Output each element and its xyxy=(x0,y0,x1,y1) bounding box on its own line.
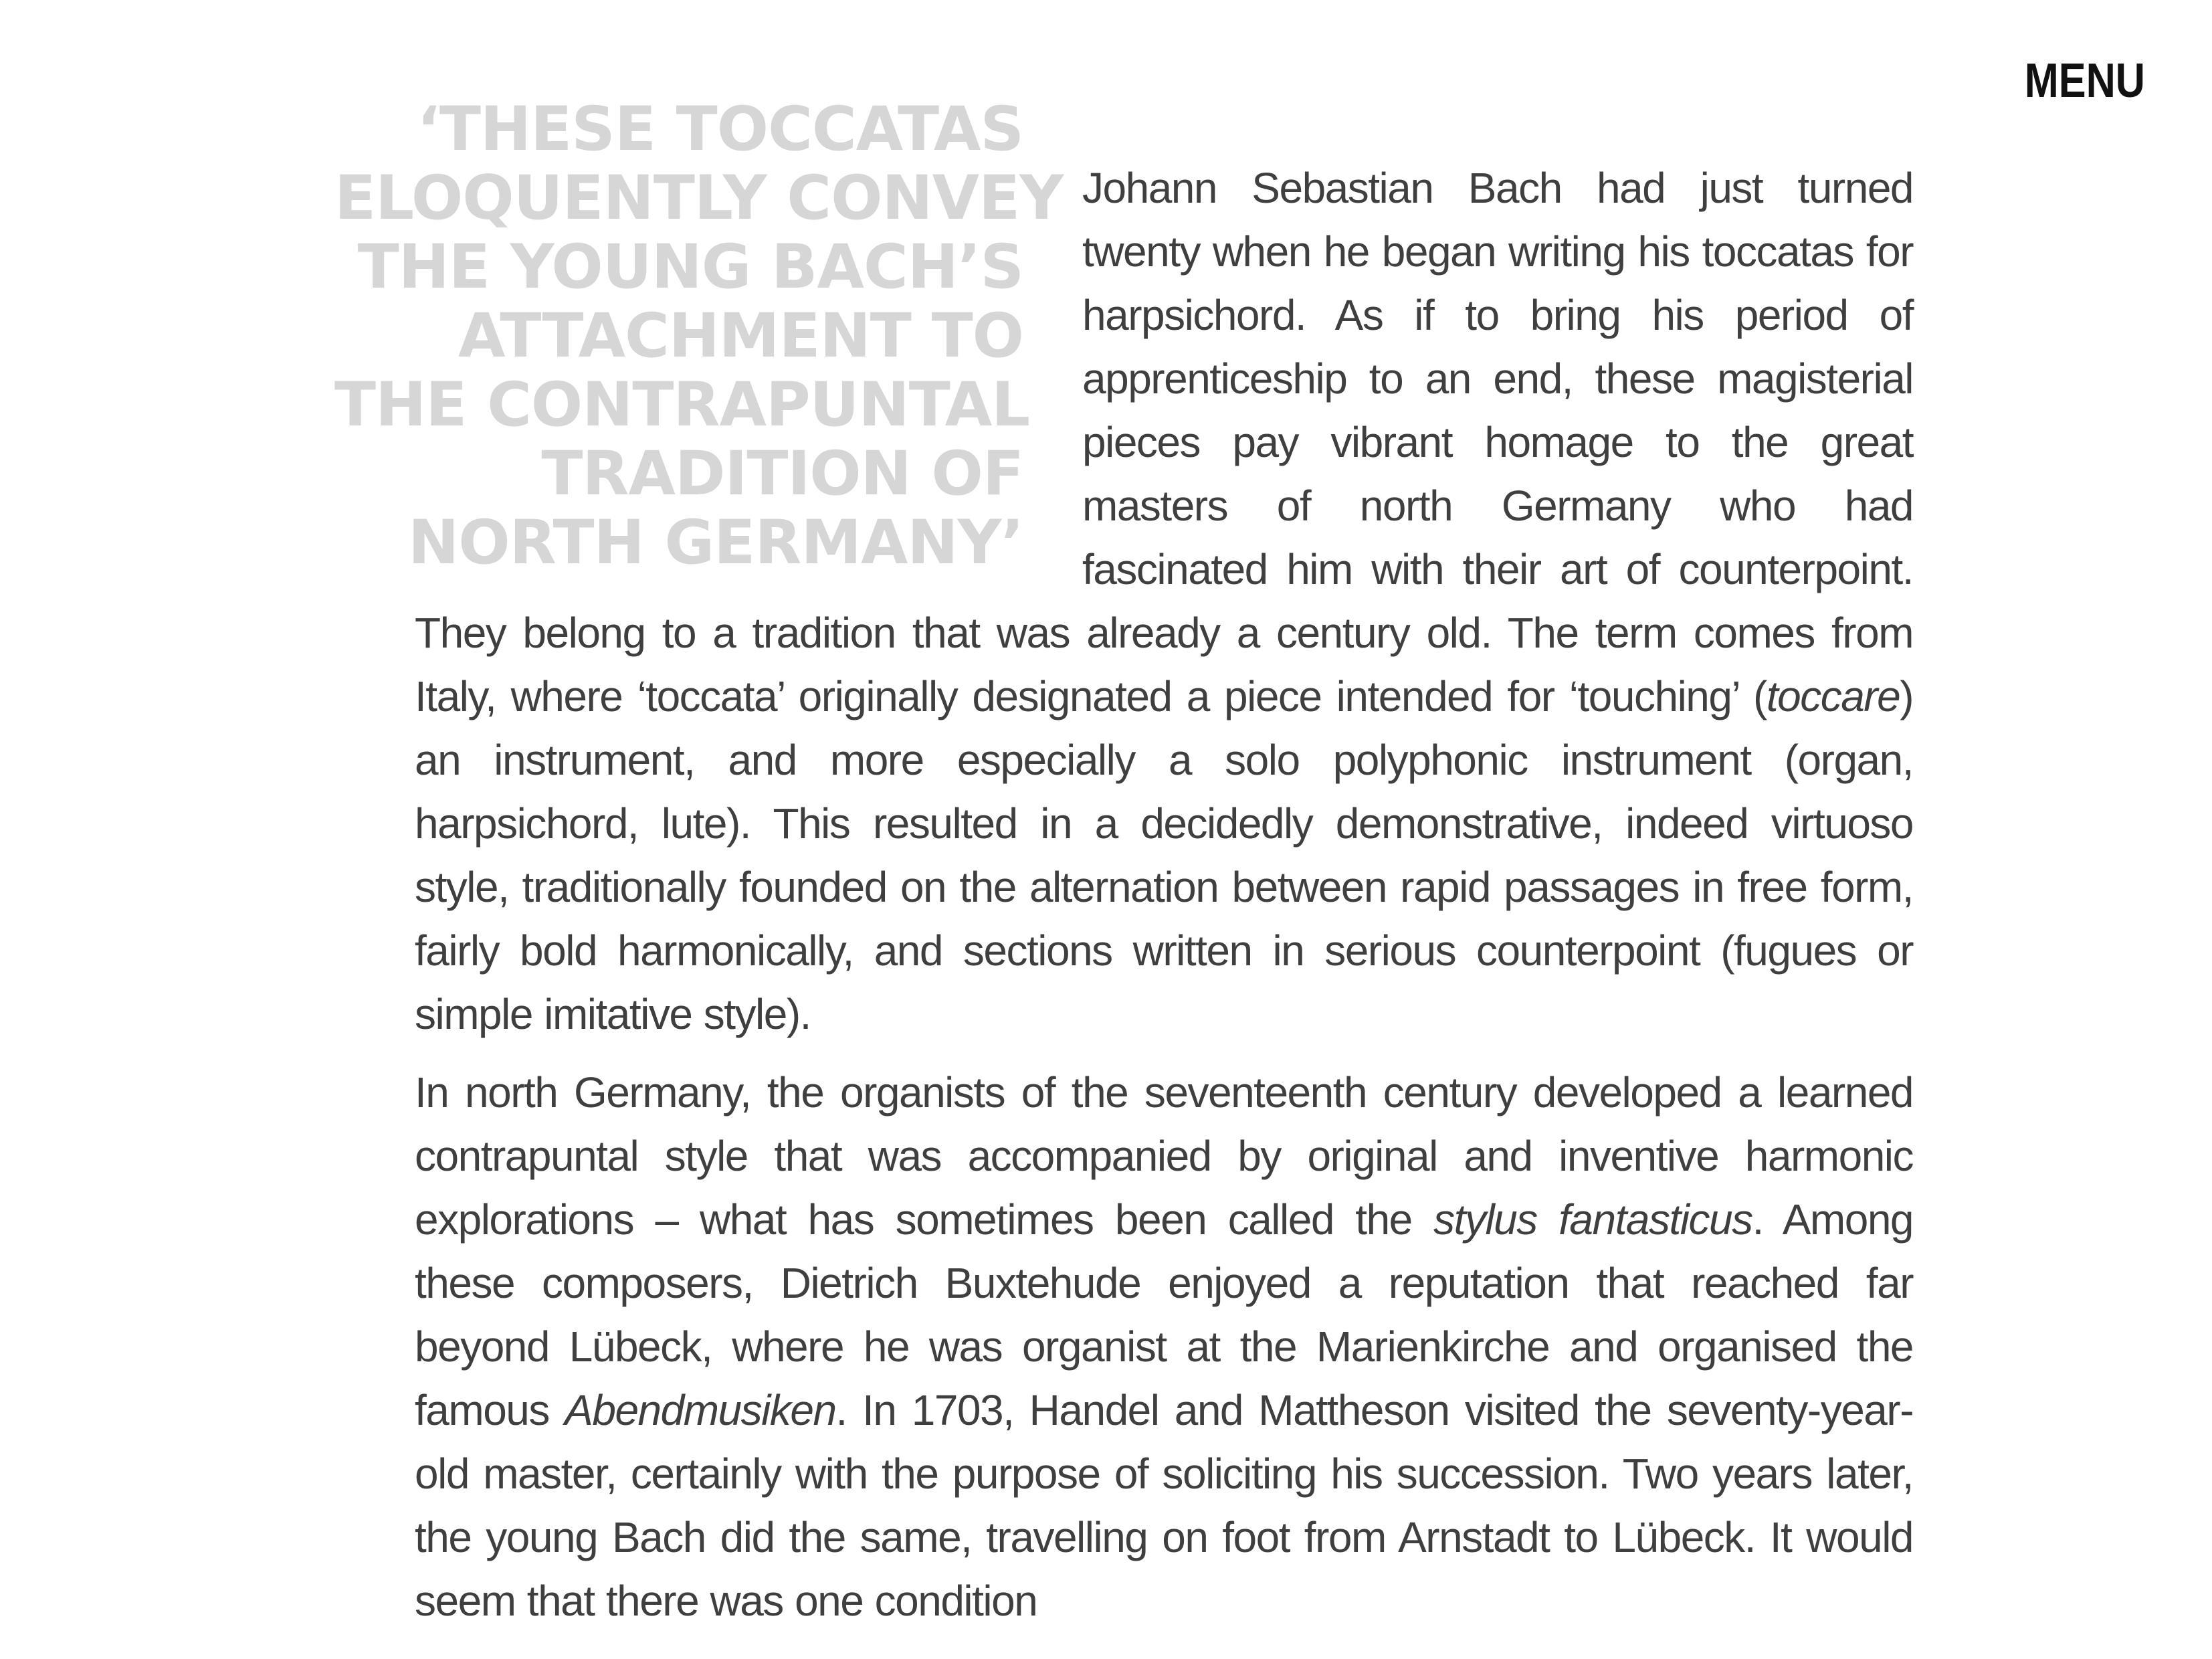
paragraph-text: . Among these composers, Dietrich Buxtehude enjoyed a reputation that reached far beyond Lübeck, where he was organist at the Marienkirche and organised the famous xyxy=(415,1195,1913,1434)
italic-term: stylus fantasticus xyxy=(1433,1195,1752,1244)
paragraph-text: Johann Sebastian Bach had just turned twenty when he began writing his toccatas for harpsichord. As if to bring his period of apprenticeship to an end, these magisterial pieces pay vibrant homage to the great masters of north Germany who had fascinated him with their art of counterpoint. They belong to a tradition that was already a century old. The term comes from Italy, where ‘toccata’ originally designated a piece intended for ‘touching’ ( xyxy=(415,164,1913,720)
pull-quote-line: THE YOUNG BACH’S xyxy=(357,232,1023,302)
article-body xyxy=(334,94,1914,1648)
pull-quote-line: NORTH GERMANY’ xyxy=(408,508,1023,578)
pull-quote-line: ELOQUENTLY CONVEY xyxy=(334,163,1064,233)
pull-quote xyxy=(334,94,1064,578)
paragraph-text: . In 1703, Handel and Mattheson visited the seventy-year-old master, certainly with the purpose of soliciting his succession. Two years later, the young Bach did the same, travelling on foot from Arnstadt to Lübeck. It would seem that there was one condition xyxy=(415,1386,1914,1625)
pull-quote-line: TRADITION OF xyxy=(541,439,1023,509)
pull-quote-line: ‘THESE TOCCATAS xyxy=(417,94,1023,165)
body-paragraph xyxy=(415,1061,1913,1633)
italic-term: toccare xyxy=(1766,672,1900,720)
italic-term: Abendmusiken xyxy=(565,1386,836,1434)
menu-button[interactable]: MENU xyxy=(2024,54,2145,108)
pull-quote-line: THE CONTRAPUNTAL xyxy=(334,370,1030,440)
paragraph-text: ) an instrument, and more especially a solo polyphonic instrument (organ, harpsichord, lute). This resulted in a decidedly demonstrative, indeed virtuoso style, traditionally founded on the alternation between rapid passages in free form, fairly bold harmonically, and sections written in serious counterpoint (fugues or simple imitative style). xyxy=(415,672,1913,1038)
paragraph-text: In north Germany, the organists of the seventeenth century developed a learned contrapuntal style that was accompanied by original and inventive harmonic explorations – what has sometimes been called the xyxy=(415,1068,1913,1244)
pull-quote-line: ATTACHMENT TO xyxy=(458,301,1023,371)
